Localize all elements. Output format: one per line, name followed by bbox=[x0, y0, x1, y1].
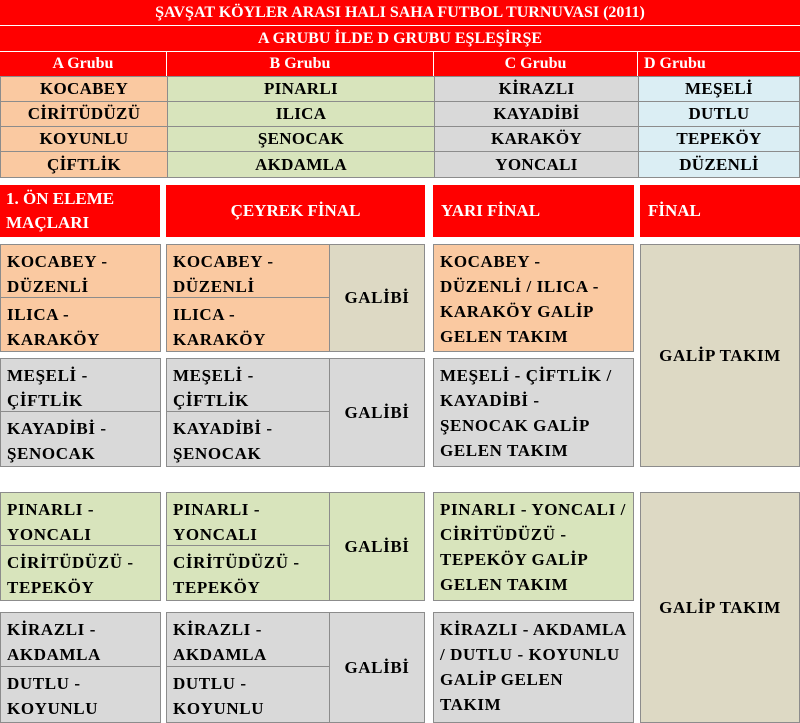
group-table bbox=[0, 76, 800, 178]
group-c-team: YONCALI bbox=[434, 151, 639, 178]
group-b-team: PINARLI bbox=[167, 76, 435, 102]
stage-semi-header: YARI FİNAL bbox=[433, 185, 634, 237]
quarter-match-cell: CİRİTÜDÜZÜ - TEPEKÖY bbox=[166, 545, 330, 601]
tournament-title: ŞAVŞAT KÖYLER ARASI HALI SAHA FUTBOL TURNUVASI (2011) bbox=[0, 0, 800, 26]
match-cell: MEŞELİ - ÇİFTLİK bbox=[0, 358, 161, 412]
final-cell: GALİP TAKIM bbox=[640, 244, 800, 467]
group-a-team: KOCABEY bbox=[0, 76, 168, 102]
match-cell: DUTLU - KOYUNLU bbox=[0, 666, 161, 723]
group-a-team: ÇİFTLİK bbox=[0, 151, 168, 178]
match-cell: CİRİTÜDÜZÜ - TEPEKÖY bbox=[0, 545, 161, 601]
semi-match-cell: MEŞELİ - ÇİFTLİK / KAYADİBİ - ŞENOCAK GALİP GELEN TAKIM bbox=[433, 358, 634, 467]
group-a-header: A Grubu bbox=[0, 52, 167, 76]
group-a-team: CİRİTÜDÜZÜ bbox=[0, 101, 168, 127]
quarter-match-cell: ILICA - KARAKÖY bbox=[166, 297, 330, 352]
semi-match-cell: PINARLI - YONCALI / CİRİTÜDÜZÜ - TEPEKÖY GALİP GELEN TAKIM bbox=[433, 492, 634, 601]
group-d-header: D Grubu bbox=[638, 52, 800, 76]
group-d-team: DUTLU bbox=[638, 101, 800, 127]
tournament-subtitle: A GRUBU İLDE D GRUBU EŞLEŞİRŞE bbox=[0, 26, 800, 52]
match-cell: KİRAZLI - AKDAMLA bbox=[0, 612, 161, 667]
group-b-header: B Grubu bbox=[167, 52, 434, 76]
group-d-team: DÜZENLİ bbox=[638, 151, 800, 178]
quarter-match-cell: DUTLU - KOYUNLU bbox=[166, 666, 330, 723]
quarter-winner-cell: GALİBİ bbox=[329, 492, 425, 601]
quarter-match-cell: KİRAZLI - AKDAMLA bbox=[166, 612, 330, 667]
group-b-team: ILICA bbox=[167, 101, 435, 127]
match-cell: KAYADİBİ - ŞENOCAK bbox=[0, 411, 161, 467]
stage-quarter-header: ÇEYREK FİNAL bbox=[166, 185, 425, 237]
group-a-team: KOYUNLU bbox=[0, 126, 168, 152]
group-c-team: KİRAZLI bbox=[434, 76, 639, 102]
semi-match-cell: KOCABEY - DÜZENLİ / ILICA - KARAKÖY GALİP GELEN TAKIM bbox=[433, 244, 634, 352]
group-d-team: MEŞELİ bbox=[638, 76, 800, 102]
quarter-winner-cell: GALİBİ bbox=[329, 244, 425, 352]
group-d-team: TEPEKÖY bbox=[638, 126, 800, 152]
quarter-match-cell: MEŞELİ - ÇİFTLİK bbox=[166, 358, 330, 412]
group-c-team: KARAKÖY bbox=[434, 126, 639, 152]
match-cell: PINARLI - YONCALI bbox=[0, 492, 161, 546]
stage-final-header: FİNAL bbox=[640, 185, 800, 237]
group-b-team: AKDAMLA bbox=[167, 151, 435, 178]
quarter-match-cell: KOCABEY - DÜZENLİ bbox=[166, 244, 330, 298]
group-c-header: C Grubu bbox=[434, 52, 638, 76]
group-b-team: ŞENOCAK bbox=[167, 126, 435, 152]
quarter-match-cell: PINARLI - YONCALI bbox=[166, 492, 330, 546]
quarter-match-cell: KAYADİBİ - ŞENOCAK bbox=[166, 411, 330, 467]
quarter-winner-cell: GALİBİ bbox=[329, 358, 425, 467]
stage-round1-header: 1. ÖN ELEME MAÇLARI bbox=[0, 185, 160, 237]
group-c-team: KAYADİBİ bbox=[434, 101, 639, 127]
match-cell: KOCABEY - DÜZENLİ bbox=[0, 244, 161, 298]
quarter-winner-cell: GALİBİ bbox=[329, 612, 425, 723]
match-cell: ILICA - KARAKÖY bbox=[0, 297, 161, 352]
final-cell: GALİP TAKIM bbox=[640, 492, 800, 723]
semi-match-cell: KİRAZLI - AKDAMLA / DUTLU - KOYUNLU GALİP GELEN TAKIM bbox=[433, 612, 634, 723]
